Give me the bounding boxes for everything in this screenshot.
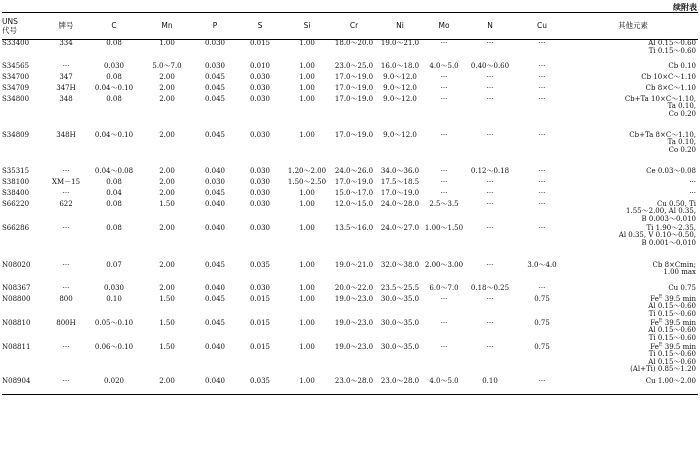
cell-cr: 17.0～19.0 (334, 130, 374, 139)
cell-ni: 23.0～28.0 (376, 378, 424, 395)
cell-si: 1.00 (282, 378, 332, 395)
cell-uns: S34709 (2, 83, 30, 92)
cell-mo: ··· (440, 130, 448, 139)
cell-uns: S33400 (2, 39, 30, 47)
cell-ni: 24.0～27.0 (380, 223, 420, 232)
cell-uns: N08367 (2, 283, 31, 292)
cell-c: 0.04～0.10 (94, 83, 134, 92)
cell-uns: S66220 (2, 199, 30, 208)
cell-c: 0.04～0.10 (94, 130, 134, 139)
cell-p: 0.040 (192, 378, 238, 395)
cell-ni: 34.0～36.0 (380, 166, 420, 175)
cell-s: 0.035 (238, 378, 282, 395)
other-element-line: Cb 8×C～1.10 (645, 83, 696, 92)
cell-s: 0.015 (249, 342, 271, 351)
cell-n: ··· (486, 318, 494, 327)
cell-other-elements (568, 74, 698, 85)
cell-n: ··· (486, 83, 494, 92)
table-row (2, 296, 698, 320)
footnote-marker: E (658, 293, 663, 300)
cell-c: 0.04～0.08 (94, 166, 134, 175)
cell-cr: 12.0～15.0 (334, 199, 374, 208)
cell-c: 0.08 (106, 94, 122, 103)
cell-c: 0.08 (106, 199, 122, 208)
cell-si: 1.00 (299, 223, 315, 232)
cell-other-elements (568, 63, 698, 74)
cell-c: 0.08 (106, 223, 122, 232)
header-s: S (238, 13, 282, 40)
cell-cu: ··· (538, 283, 546, 292)
cell-mn: 2.00 (159, 130, 175, 139)
cell-uns: S34565 (2, 61, 30, 70)
table-row (2, 285, 698, 296)
cell-cr: 13.5～16.0 (334, 223, 374, 232)
table-row (2, 179, 698, 190)
cell-s: 0.015 (249, 318, 271, 327)
cell-p: 0.045 (204, 188, 226, 197)
table-row (2, 201, 698, 225)
cell-si: 1.20～2.00 (287, 166, 327, 175)
cell-mn: 2.00 (159, 188, 175, 197)
cell-si: 1.00 (299, 294, 315, 303)
cell-cu: ··· (538, 72, 546, 81)
other-element-line: Ce 0.03～0.08 (646, 166, 696, 175)
footnote-marker: E (658, 317, 663, 324)
cell-cu: ··· (538, 188, 546, 197)
other-element-line: Co 0.20 (668, 109, 696, 118)
other-element-line: Ta 0.10, (667, 138, 696, 146)
cell-cu: ··· (538, 177, 546, 186)
cell-cr: 23.0～25.0 (334, 61, 374, 70)
cell-ni: 17.5～18.5 (380, 177, 420, 186)
table-row (2, 190, 698, 201)
cell-grade: 622 (59, 199, 73, 208)
cell-mo: ··· (440, 294, 448, 303)
cell-p: 0.030 (204, 177, 226, 186)
cell-ni: 17.0～19.0 (380, 188, 420, 197)
cell-n: 0.10 (464, 378, 516, 395)
cell-cr: 20.0～22.0 (334, 283, 374, 292)
cell-n: ··· (486, 342, 494, 351)
cell-n: ··· (486, 223, 494, 232)
table-row (2, 132, 698, 168)
table-row (2, 344, 698, 378)
cell-ni: 30.0～35.0 (380, 342, 420, 351)
cell-grade: ··· (62, 61, 70, 70)
cell-n: ··· (486, 188, 494, 197)
cell-cu: ··· (538, 199, 546, 208)
cell-cu: ··· (538, 39, 546, 47)
cell-p: 0.045 (204, 83, 226, 92)
cell-mo: ··· (440, 318, 448, 327)
cell-n: 0.12～0.18 (470, 166, 510, 175)
cell-si: 1.00 (299, 260, 315, 269)
cell-ni: 24.0～28.0 (380, 199, 420, 208)
other-element-line: Ti 0.15～0.60 (648, 46, 696, 55)
table-row (2, 378, 698, 395)
cell-grade: 347 (59, 72, 73, 81)
cell-grade: ··· (62, 283, 70, 292)
other-element-line: Cu 1.00～2.00 (645, 376, 696, 385)
other-element-line: Ti 1.90～2.35, (646, 223, 696, 232)
cell-cu: ··· (516, 378, 568, 395)
cell-mn: 2.00 (159, 166, 175, 175)
cell-other-elements (568, 201, 698, 225)
other-element-line: Ti 0.15～0.60 (648, 350, 696, 358)
cell-other-elements (568, 190, 698, 201)
cell-cu: ··· (538, 83, 546, 92)
other-element-line: Cb 8×Cmin; (652, 260, 696, 269)
cell-si: 1.00 (299, 39, 315, 47)
cell-si: 1.00 (299, 72, 315, 81)
cell-mn: 2.00 (159, 94, 175, 103)
cell-n: 0.18～0.25 (470, 283, 510, 292)
cell-cu: ··· (538, 61, 546, 70)
cell-mo: ··· (440, 83, 448, 92)
cell-n: ··· (486, 177, 494, 186)
header-mn: Mn (142, 13, 192, 40)
cell-cu: 0.75 (534, 294, 550, 303)
cell-n: ··· (486, 72, 494, 81)
cell-cr: 19.0～23.0 (334, 342, 374, 351)
cell-p: 0.040 (204, 223, 226, 232)
cell-c: 0.030 (103, 283, 125, 292)
cell-cr: 19.0～21.0 (334, 260, 374, 269)
table-header-row (2, 13, 698, 40)
cell-mn: 2.00 (159, 260, 175, 269)
cell-mn: 1.50 (159, 318, 175, 327)
cell-n: ··· (486, 260, 494, 269)
cell-grade: 334 (59, 39, 73, 47)
cell-mn: 1.50 (159, 199, 175, 208)
cell-mo: 4.0～5.0 (429, 61, 459, 70)
cell-mo: ··· (440, 188, 448, 197)
cell-mo: 2.5～3.5 (429, 199, 459, 208)
cell-p: 0.030 (204, 61, 226, 70)
cell-ni: 30.0～35.0 (380, 294, 420, 303)
cell-p: 0.045 (204, 94, 226, 103)
cell-cu: ··· (538, 130, 546, 139)
cell-uns: S38400 (2, 188, 30, 197)
cell-si: 1.00 (299, 342, 315, 351)
cell-ni: 9.0～12.0 (383, 83, 417, 92)
header-cr: Cr (332, 13, 376, 40)
cell-p: 0.045 (204, 72, 226, 81)
cell-c: 0.08 (106, 39, 122, 47)
cell-s: 0.030 (249, 83, 271, 92)
cell-n: 0.40～0.60 (470, 61, 510, 70)
continued-table-label: 续附表 (673, 3, 697, 12)
table-row (2, 262, 698, 285)
other-element-line: (Al+Ti) 0.85～1.20 (630, 365, 696, 373)
cell-s: 0.030 (249, 72, 271, 81)
cell-grade: XM－15 (51, 177, 81, 186)
composition-table (2, 12, 698, 395)
cell-si: 1.00 (299, 94, 315, 103)
cell-n: ··· (486, 130, 494, 139)
cell-uns: S34700 (2, 72, 30, 81)
header-uns (2, 13, 46, 40)
cell-mo: 4.0～5.0 (424, 378, 464, 395)
cell-grade: ··· (62, 260, 70, 269)
cell-si: 1.00 (299, 199, 315, 208)
cell-si: 1.00 (299, 83, 315, 92)
cell-grade: ··· (46, 378, 86, 395)
header-uns-line2: 代号 (2, 26, 17, 35)
cell-cu: 0.75 (534, 318, 550, 327)
cell-other-elements (568, 317, 698, 344)
cell-uns: N08810 (2, 318, 31, 327)
cell-uns: S38100 (2, 177, 30, 186)
cell-si: 1.00 (299, 61, 315, 70)
other-element-line: Ta 0.10, (667, 102, 696, 110)
cell-other-elements (568, 179, 698, 190)
cell-grade: 347H (56, 83, 76, 92)
cell-grade: 800 (59, 294, 73, 303)
cell-p: 0.040 (204, 283, 226, 292)
cell-other-elements (568, 40, 698, 63)
cell-cr: 17.0～19.0 (334, 94, 374, 103)
cell-ni: 30.0～35.0 (380, 318, 420, 327)
cell-cr: 23.0～28.0 (332, 378, 376, 395)
other-element-line: B 0.001～0.010 (641, 238, 696, 247)
cell-ni: 16.0～18.0 (380, 61, 420, 70)
other-element-line: Cu 0.50, Ti (656, 199, 696, 208)
cell-mn: 1.00 (159, 39, 175, 47)
cell-c: 0.06～0.10 (94, 342, 134, 351)
cell-uns: N08904 (2, 378, 46, 395)
cell-cr: 24.0～26.0 (334, 166, 374, 175)
table-row (2, 63, 698, 74)
header-si: Si (282, 13, 332, 40)
cell-s: 0.030 (249, 199, 271, 208)
other-element-line: Cb+Ta 10×C～1.10, (624, 94, 696, 103)
other-element-line: Cb 0.10 (668, 61, 696, 70)
cell-mo: 2.00～3.00 (424, 260, 464, 269)
other-element-line: Al 0.35, V 0.10～0.50, (618, 231, 696, 239)
cell-grade: 348H (56, 130, 76, 139)
cell-s: 0.030 (249, 188, 271, 197)
cell-mn: 2.00 (159, 177, 175, 186)
cell-cr: 19.0～23.0 (334, 294, 374, 303)
cell-mn: 2.00 (142, 378, 192, 395)
cell-other-elements (568, 168, 698, 179)
header-grade: 牌号 (46, 13, 86, 40)
cell-mn: 1.50 (159, 342, 175, 351)
cell-c: 0.030 (103, 61, 125, 70)
cell-ni: 19.0～21.0 (380, 39, 420, 47)
cell-uns: S35315 (2, 166, 30, 175)
cell-ni: 23.5～25.5 (380, 283, 420, 292)
cell-p: 0.045 (204, 318, 226, 327)
cell-mn: 2.00 (159, 223, 175, 232)
cell-mo: 6.0～7.0 (429, 283, 459, 292)
cell-c: 0.04 (106, 188, 122, 197)
cell-cu: 3.0～4.0 (527, 260, 557, 269)
cell-s: 0.030 (249, 130, 271, 139)
cell-c: 0.07 (106, 260, 122, 269)
cell-mo: ··· (440, 72, 448, 81)
cell-other-elements (568, 96, 698, 132)
table-row (2, 85, 698, 96)
table-row (2, 40, 698, 63)
cell-mn: 2.00 (159, 72, 175, 81)
cell-other-elements (568, 85, 698, 96)
cell-p: 0.040 (204, 342, 226, 351)
table-row (2, 74, 698, 85)
cell-other-elements (568, 341, 698, 378)
other-element-line: $Fe^E$ 39.5 min (650, 317, 696, 327)
cell-cr: 17.0～19.0 (334, 177, 374, 186)
cell-cr: 17.0～19.0 (334, 72, 374, 81)
cell-s: 0.030 (249, 166, 271, 175)
cell-p: 0.040 (204, 199, 226, 208)
cell-c: 0.020 (86, 378, 142, 395)
header-cu: Cu (516, 13, 568, 40)
cell-si: 1.00 (299, 130, 315, 139)
cell-uns: N08020 (2, 260, 31, 269)
cell-mo: ··· (440, 342, 448, 351)
cell-cu: ··· (538, 166, 546, 175)
cell-mn: 1.50 (159, 294, 175, 303)
cell-mo: ··· (440, 39, 448, 47)
table-row (2, 96, 698, 132)
table-row (2, 225, 698, 262)
cell-cr: 18.0～20.0 (334, 39, 374, 47)
other-element-line: Ti 0.15～0.60 (648, 333, 696, 342)
table-body (2, 40, 698, 395)
cell-grade: 800H (56, 318, 76, 327)
cell-cu: ··· (538, 223, 546, 232)
cell-uns: S34800 (2, 94, 30, 103)
cell-c: 0.05～0.10 (94, 318, 134, 327)
cell-n: ··· (486, 294, 494, 303)
cell-s: 0.015 (249, 294, 271, 303)
other-element-line: 1.55～2.00, Al 0.35, (626, 207, 696, 215)
cell-grade: ··· (62, 188, 70, 197)
cell-other-elements (568, 132, 698, 168)
table-row (2, 168, 698, 179)
other-element-line: 1.00 max (663, 268, 696, 276)
other-element-line: ··· (689, 188, 696, 197)
cell-other-elements (568, 378, 698, 395)
cell-n: ··· (486, 199, 494, 208)
other-element-line: Ti 0.15～0.60 (648, 309, 696, 318)
cell-cu: 0.75 (534, 342, 550, 351)
cell-uns: N08811 (2, 342, 31, 351)
cell-si: 1.00 (299, 318, 315, 327)
other-element-line: Cb+Ta 8×C～1.10, (629, 130, 696, 139)
cell-s: 0.035 (249, 260, 271, 269)
cell-other-elements (568, 262, 698, 285)
cell-s: 0.010 (249, 61, 271, 70)
cell-grade: ··· (62, 166, 70, 175)
cell-c: 0.08 (106, 72, 122, 81)
cell-p: 0.030 (204, 39, 226, 47)
cell-n: ··· (486, 94, 494, 103)
other-element-line: B 0.003～0.010 (641, 214, 696, 223)
other-element-line: $Fe^E$ 39.5 min (650, 341, 696, 351)
cell-grade: ··· (62, 223, 70, 232)
cell-si: 1.00 (299, 188, 315, 197)
cell-other-elements (568, 293, 698, 320)
cell-grade: ··· (62, 342, 70, 351)
cell-cr: 15.0～17.0 (334, 188, 374, 197)
other-element-line: Cu 0.75 (668, 283, 696, 292)
cell-other-elements (568, 285, 698, 296)
header-ni: Ni (376, 13, 424, 40)
header-mo: Mo (424, 13, 464, 40)
other-element-line: $Fe^E$ 39.5 min (650, 293, 696, 303)
cell-grade: 348 (59, 94, 73, 103)
table-row (2, 320, 698, 344)
cell-mo: 1.00～1.50 (424, 223, 464, 232)
cell-cu: ··· (538, 94, 546, 103)
header-c: C (86, 13, 142, 40)
cell-mn: 2.00 (159, 83, 175, 92)
cell-si: 1.50～2.50 (287, 177, 327, 186)
cell-ni: 32.0～38.0 (380, 260, 420, 269)
header-uns-line1: UNS (2, 17, 18, 26)
cell-uns: S34809 (2, 130, 30, 139)
other-element-line: Co 0.20 (668, 145, 696, 154)
cell-mn: 5.0～7.0 (152, 61, 182, 70)
cell-si: 1.00 (299, 283, 315, 292)
cell-mn: 2.00 (159, 283, 175, 292)
cell-uns: N08800 (2, 294, 31, 303)
other-element-line: Al 0.15～0.60 (648, 39, 696, 47)
cell-s: 0.030 (249, 223, 271, 232)
other-element-line: Al 0.15～0.60 (648, 326, 696, 334)
cell-p: 0.045 (204, 260, 226, 269)
cell-p: 0.040 (204, 166, 226, 175)
cell-mo: ··· (440, 94, 448, 103)
other-element-line: Al 0.15～0.60 (648, 357, 696, 366)
cell-ni: 9.0～12.0 (383, 94, 417, 103)
cell-p: 0.045 (204, 294, 226, 303)
cell-mo: ··· (440, 166, 448, 175)
cell-s: 0.015 (249, 39, 271, 47)
other-element-line: Al 0.15～0.60 (648, 302, 696, 310)
footnote-marker: E (658, 341, 663, 348)
header-p: P (192, 13, 238, 40)
cell-s: 0.030 (249, 94, 271, 103)
cell-c: 0.08 (106, 177, 122, 186)
cell-cr: 17.0～19.0 (334, 83, 374, 92)
header-other-elements: 其他元素 (568, 13, 698, 40)
header-n: N (464, 13, 516, 40)
cell-cr: 19.0～23.0 (334, 318, 374, 327)
cell-uns: S66286 (2, 223, 30, 232)
other-element-line: ··· (689, 177, 696, 186)
cell-ni: 9.0～12.0 (383, 72, 417, 81)
cell-p: 0.045 (204, 130, 226, 139)
cell-ni: 9.0～12.0 (383, 130, 417, 139)
cell-c: 0.10 (106, 294, 122, 303)
cell-s: 0.030 (249, 177, 271, 186)
cell-mo: ··· (440, 177, 448, 186)
cell-n: ··· (486, 39, 494, 47)
cell-other-elements (568, 225, 698, 262)
other-element-line: Cb 10×C～1.10 (641, 72, 696, 81)
cell-s: 0.030 (249, 283, 271, 292)
